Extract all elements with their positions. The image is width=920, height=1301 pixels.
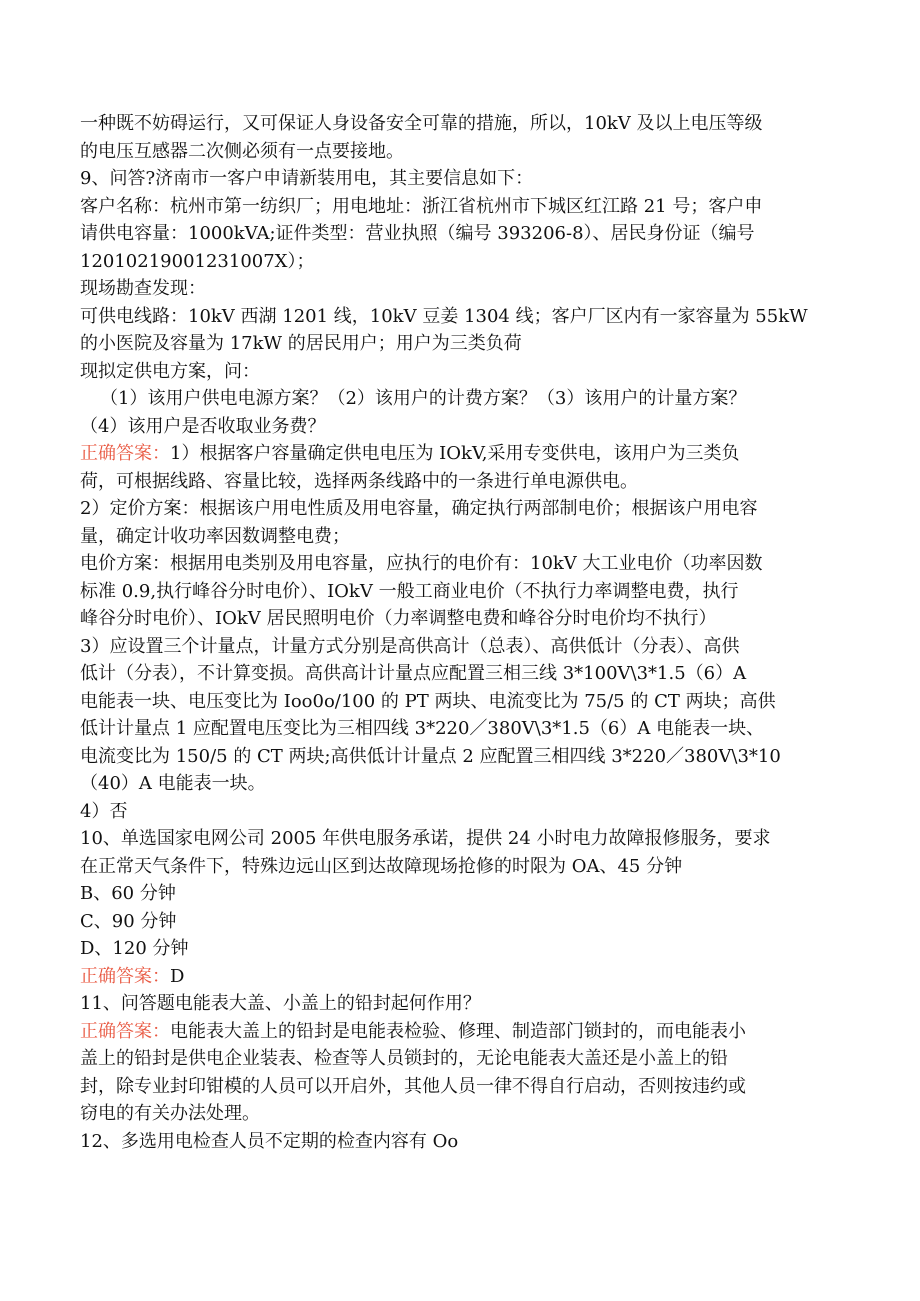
answer-line	[80, 1018, 850, 1046]
text-line: 在正常天气条件下，特殊边远山区到达故障现场抢修的时限为 OA、45 分钟	[80, 855, 683, 877]
text-line: 客户名称：杭州市第一纺织厂；用电地址：浙江省杭州市下城区红江路 21 号；客户申	[80, 195, 763, 217]
text-line: （40）A 电能表一块。	[80, 773, 266, 794]
question-11-title: 11、问答题电能表大盖、小盖上的铅封起何作用？	[80, 993, 481, 1014]
text-line: 可供电线路：10kV 西湖 1201 线，10kV 豆姜 1304 线；客户厂区内有一家容量为 55kW	[80, 305, 808, 327]
option-d: D、120 分钟	[80, 938, 189, 959]
sub-questions: （4）该用户是否收取业务费？	[80, 415, 326, 437]
text-line: 4）否	[80, 800, 128, 822]
text-line: 2）定价方案：根据该户用电性质及用电容量，确定执行两部制电价；根据该户用电容	[80, 498, 758, 519]
text-line: 电价方案：根据用电类别及用电容量，应执行的电价有：10kV 大工业电价（功率因数	[80, 553, 763, 574]
answer-text: 1）根据客户容量确定供电电压为 IOkV,采用专变供电，该用户为三类负	[170, 443, 740, 464]
question-9-title: 9、问答?济南市一客户申请新装用电，其主要信息如下：	[80, 168, 534, 189]
answer-text: 电能表大盖上的铅封是电能表检验、修理、制造部门锁封的，而电能表小	[170, 1020, 746, 1042]
question-12-title: 12、多选用电检查人员不定期的检查内容有 Oo	[80, 1130, 459, 1152]
text-line: 封，除专业封印钳模的人员可以开启外，其他人员一律不得自行启动，否则按违约或	[80, 1075, 746, 1097]
text-line: 请供电容量：1000kVA;证件类型：营业执照（编号 393206-8）、居民身份证（编号	[80, 223, 755, 244]
text-line: 1201021900123100​7X）；	[80, 250, 315, 272]
sub-questions: （1）该用户供电电源方案？（2）该用户的计费方案？（3）该用户的计量方案？	[100, 388, 747, 409]
option-c: C、90 分钟	[80, 910, 177, 932]
option-b: B、60 分钟	[80, 883, 176, 904]
text-line: 窃电的有关办法处理。	[80, 1103, 260, 1124]
text-line: 的小医院及容量为 17kW 的居民用户；用户为三类负荷	[80, 333, 522, 354]
text-line: 峰谷分时电价）、IOkV 居民照明电价（力率调整电费和峰谷分时电价均不执行）	[80, 608, 717, 629]
text-line: 电能表一块、电压变比为 Ioo0o/100 的 PT 两块、电流变比为 75/5 的 CT 两块；高供	[80, 690, 776, 712]
text-line: 一种既不妨碍运行，又可保证人身设备安全可靠的措施，所以，10kV 及以上电压等级	[80, 113, 763, 134]
answer-line	[80, 440, 850, 468]
document-page	[80, 110, 850, 1155]
answer-line	[80, 963, 850, 991]
text-line: 电流变比为 150/5 的 CT 两块;高供低计计量点 2 应配置三相四线 3*220／380V\3*10	[80, 745, 781, 767]
text-line: 量，确定计收功率因数调整电费；	[80, 525, 350, 547]
text-line: 现场勘查发现：	[80, 278, 206, 299]
text-line: 低计（分表），不计算变损。高供高计计量点应配置三相三线 3*100V\3*1.5（6）A	[80, 663, 747, 684]
answer-text: D	[170, 965, 185, 987]
question-10-title: 10、单选国家电网公司 2005 年供电服务承诺，提供 24 小时电力故障报修服务，要求	[80, 828, 771, 849]
text-line: 现拟定供电方案，问：	[80, 360, 260, 382]
answer-label: 正确答案：	[80, 1020, 170, 1042]
text-line: 盖上的铅封是供电企业装表、检查等人员锁封的，无论电能表大盖还是小盖上的铅	[80, 1048, 728, 1069]
text-line: 的电压互感器二次侧必须有一点要接地。	[80, 140, 404, 162]
answer-label: 正确答案：	[80, 965, 170, 987]
answer-label: 正确答案：	[80, 443, 170, 464]
text-line: 3）应设置三个计量点，计量方式分别是高供高计（总表）、高供低计（分表）、高供	[80, 635, 740, 657]
text-line: 荷，可根据线路、容量比较，选择两条线路中的一条进行单电源供电。	[80, 470, 638, 492]
text-line: 低计计量点 1 应配置电压变比为三相四线 3*220／380V\3*1.5（6）A 电能表一块、	[80, 718, 765, 739]
text-line: 标准 0.9,执行峰谷分时电价）、IOkV 一般工商业电价（不执行力率调整电费，执行	[80, 580, 739, 602]
